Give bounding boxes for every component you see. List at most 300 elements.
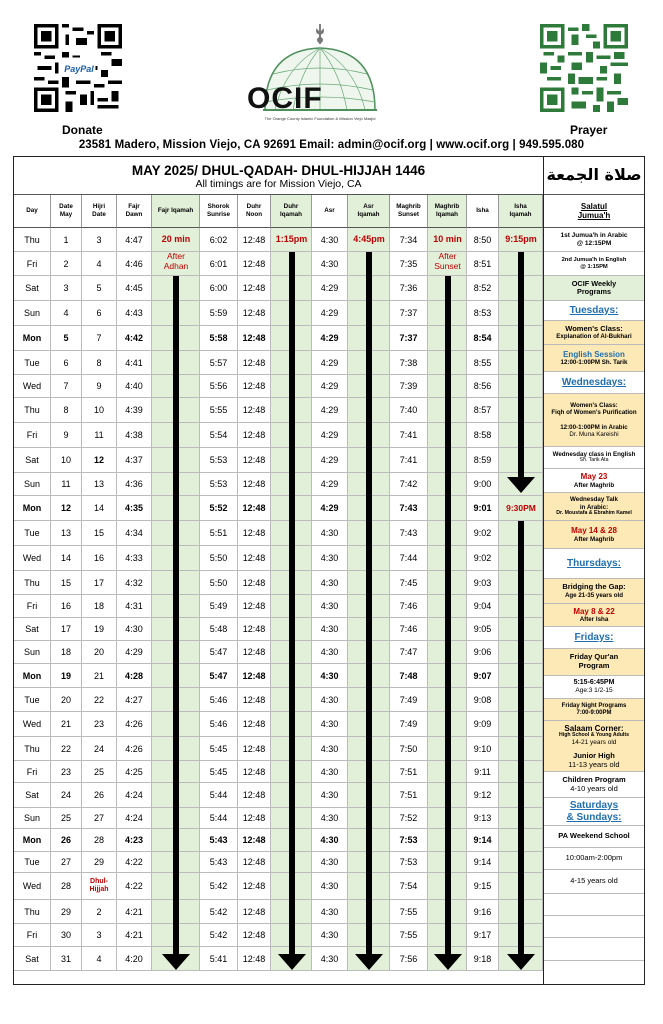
first-jumuah: 1st Jumua'h in Arabic @ 12:15PM: [544, 228, 644, 252]
table-cell: 5:45: [200, 737, 238, 761]
isha-iqamah-value-1: 9:15pm: [505, 234, 537, 244]
table-cell: Sat: [14, 448, 51, 473]
table-cell: 9:02: [467, 546, 499, 571]
table-cell: 4:35: [117, 496, 152, 521]
womens-fiqh-teacher: Dr. Muna Kareishi: [569, 431, 619, 439]
table-cell: 23: [82, 712, 117, 737]
column-header: Asr: [312, 195, 348, 228]
table-cell: 16: [51, 595, 82, 618]
table-cell: 12:48: [238, 228, 271, 252]
table-cell: Sat: [14, 276, 51, 301]
may23-event: [544, 469, 644, 493]
table-cell: 29: [82, 852, 117, 873]
column-header: Hijri Date: [82, 195, 117, 228]
table-cell: 5:46: [200, 688, 238, 712]
table-cell: 6:00: [200, 276, 238, 301]
table-cell: 4:30: [312, 641, 348, 664]
table-cell: 12:48: [238, 423, 271, 448]
wed-talk-teachers: Dr. Moustafa & Ebrahim Kamel: [556, 509, 632, 516]
table-cell: 5:55: [200, 398, 238, 423]
children-label: Children Program: [562, 774, 626, 784]
table-cell: 7:52: [390, 808, 428, 829]
weekends-label: Saturdays & Sundays:: [566, 800, 622, 823]
table-cell: 9:02: [467, 521, 499, 546]
table-cell: 4:39: [117, 398, 152, 423]
table-cell: Wed: [14, 712, 51, 737]
table-cell: 12:48: [238, 351, 271, 375]
table-cell: Fri: [14, 761, 51, 783]
fajr-arrow-shaft: [173, 276, 179, 956]
table-cell: 8:55: [467, 351, 499, 375]
column-header: Fajr Iqamah: [152, 195, 200, 228]
header: [0, 0, 663, 155]
table-cell: 5: [51, 326, 82, 351]
fajr-iqamah-note: After Adhan: [163, 251, 189, 271]
table-cell: 11: [51, 473, 82, 496]
fajr-iqamah-value: 20 min: [161, 234, 191, 244]
table-cell: 26: [82, 783, 117, 808]
table-cell: 27: [51, 852, 82, 873]
thursdays-heading: [544, 549, 644, 579]
quran-age: Age:3 1/2-15: [575, 687, 613, 695]
table-cell: 9:10: [467, 737, 499, 761]
table-cell: 7:47: [390, 641, 428, 664]
table-cell: 4:30: [312, 688, 348, 712]
table-cell: 4:29: [312, 276, 348, 301]
table-cell: 3: [82, 228, 117, 252]
table-cell: 5:52: [200, 496, 238, 521]
junior-label: Junior High: [573, 750, 615, 760]
column-header: Asr Iqamah: [348, 195, 390, 228]
table-cell: 7:35: [390, 252, 428, 276]
table-cell: 4:31: [117, 595, 152, 618]
table-cell: 4:30: [312, 761, 348, 783]
table-cell: 12:48: [238, 375, 271, 398]
contact-line: 23581 Madero, Mission Viejo, CA 92691 Email: admin@ocif.org | www.ocif.org | 949.595.080: [78, 139, 585, 151]
junior-high: [544, 750, 644, 772]
table-cell: 4:24: [117, 783, 152, 808]
salaam-sub: High School & Young Adults: [559, 732, 629, 739]
table-cell: 4:30: [312, 664, 348, 688]
table-cell: 12:48: [238, 448, 271, 473]
table-cell: 7:45: [390, 571, 428, 595]
table-cell: 7:51: [390, 783, 428, 808]
table-cell: 4:30: [312, 546, 348, 571]
table-cell: 7:44: [390, 546, 428, 571]
table-cell: 4:28: [117, 664, 152, 688]
fridays-label: Fridays:: [574, 631, 614, 643]
table-cell: Fri: [14, 423, 51, 448]
table-cell: 4:30: [312, 829, 348, 852]
column-header: Day: [14, 195, 51, 228]
table-cell: 3: [82, 924, 117, 947]
table-cell: 4:26: [117, 737, 152, 761]
table-cell: 7:48: [390, 664, 428, 688]
table-cell: 5: [82, 276, 117, 301]
table-cell: 7:55: [390, 900, 428, 924]
table-cell: 18: [51, 641, 82, 664]
column-header: Isha Iqamah: [499, 195, 543, 228]
table-cell: 7:38: [390, 351, 428, 375]
english-session-time: 12:00-1:00PM Sh. Tarik: [560, 359, 628, 367]
children-program: [544, 772, 644, 798]
table-cell: 5:42: [200, 873, 238, 900]
table-cell: 5:57: [200, 351, 238, 375]
table-cell: 5:58: [200, 326, 238, 351]
isha-arrow-2-head: [507, 954, 535, 970]
table-cell: 7:37: [390, 301, 428, 326]
column-header: Maghrib Sunset: [390, 195, 428, 228]
womens-fiqh-label: Women's Class: Fiqh of Women's Purification: [551, 401, 637, 416]
table-cell: 9:16: [467, 900, 499, 924]
table-cell: Tue: [14, 521, 51, 546]
table-cell: 12:48: [238, 761, 271, 783]
table-cell: 24: [51, 783, 82, 808]
table-cell: 31: [51, 947, 82, 971]
maghrib-arrow-shaft: [445, 276, 451, 956]
table-cell: 4:30: [312, 873, 348, 900]
table-cell: 12:48: [238, 947, 271, 971]
table-cell: 7: [82, 326, 117, 351]
table-cell: 4:21: [117, 924, 152, 947]
may822-event: [544, 604, 644, 627]
table-cell: 4:27: [117, 688, 152, 712]
quran-time-age: [544, 676, 644, 699]
table-cell: 12:48: [238, 852, 271, 873]
table-cell: 25: [51, 808, 82, 829]
table-cell: 7:34: [390, 228, 428, 252]
table-cell: 19: [82, 618, 117, 641]
table-cell: Sun: [14, 473, 51, 496]
table-cell: 8:52: [467, 276, 499, 301]
table-cell: 9:12: [467, 783, 499, 808]
table-cell: 4:43: [117, 301, 152, 326]
thursdays-label: Thursdays:: [567, 557, 621, 569]
table-cell: 5:45: [200, 761, 238, 783]
table-cell: 4:26: [117, 712, 152, 737]
friday-quran-program: Friday Qur'an Program: [544, 649, 644, 676]
table-cell: 26: [51, 829, 82, 852]
womens-fiqh-time: 12:00-1:00PM in Arabic: [560, 424, 628, 431]
table-cell: 9: [82, 375, 117, 398]
table-cell: Mon: [14, 664, 51, 688]
table-cell: 9:11: [467, 761, 499, 783]
may23-date: May 23: [580, 472, 608, 482]
weekly-programs-heading: OCIF Weekly Programs: [544, 276, 644, 301]
table-cell: 7:56: [390, 947, 428, 971]
wednesday-talk: [544, 493, 644, 521]
table-cell: 8: [82, 351, 117, 375]
table-cell: Mon: [14, 326, 51, 351]
table-cell: 4:41: [117, 351, 152, 375]
table-cell: 7:54: [390, 873, 428, 900]
table-cell: 5:59: [200, 301, 238, 326]
table-cell: 4:23: [117, 829, 152, 852]
table-cell: 8:50: [467, 228, 499, 252]
table-cell: 4:45: [117, 276, 152, 301]
table-cell: 5:49: [200, 595, 238, 618]
table-cell: 4:30: [312, 595, 348, 618]
table-cell: Fri: [14, 924, 51, 947]
table-cell: Fri: [14, 595, 51, 618]
table-cell: 8:54: [467, 326, 499, 351]
table-cell: 7:39: [390, 375, 428, 398]
column-header: Date May: [51, 195, 82, 228]
table-cell: 28: [51, 873, 82, 900]
table-cell: 13: [51, 521, 82, 546]
english-session: [544, 345, 644, 372]
junior-age: 11-13 years old: [568, 759, 620, 769]
bridging-age: Age 21-35 years old: [564, 591, 624, 599]
table-cell: 7:55: [390, 924, 428, 947]
table-cell: 7:46: [390, 618, 428, 641]
table-cell: 9:07: [467, 664, 499, 688]
table-cell: 22: [51, 737, 82, 761]
table-cell: Thu: [14, 900, 51, 924]
table-cell: 5:53: [200, 473, 238, 496]
table-cell: 5:53: [200, 448, 238, 473]
table-cell: 12:48: [238, 664, 271, 688]
duhr-iqamah-value: 1:15pm: [275, 234, 308, 244]
jumuah-programs-sidebar: [543, 156, 645, 985]
table-title-box: [14, 157, 543, 195]
table-cell: 9:14: [467, 829, 499, 852]
column-header: Duhr Iqamah: [271, 195, 312, 228]
quran-time: 5:15-6:45PM: [573, 679, 615, 687]
salaam-age: 14-21 years old: [571, 739, 617, 747]
table-cell: 5:47: [200, 664, 238, 688]
may1428-time: After Maghrib: [573, 535, 615, 543]
maghrib-arrow-head: [434, 954, 462, 970]
salatul-jumuah: Salatul Jumua'h: [544, 195, 644, 228]
table-cell: 4:30: [312, 521, 348, 546]
table-cell: 12:48: [238, 521, 271, 546]
table-cell: 12:48: [238, 252, 271, 276]
table-cell: 12:48: [238, 900, 271, 924]
table-cell: 22: [82, 688, 117, 712]
wed-english-teacher: Sh. Tarik Ata: [579, 457, 609, 464]
table-cell: 9:15: [467, 873, 499, 900]
table-cell: 4:29: [312, 448, 348, 473]
pa-weekend-school: PA Weekend School: [544, 826, 644, 848]
table-cell: Mon: [14, 496, 51, 521]
table-cell: 30: [51, 924, 82, 947]
table-cell: 12:48: [238, 688, 271, 712]
table-cell: 21: [51, 712, 82, 737]
table-cell: 5:42: [200, 900, 238, 924]
wed-english-label: Wednesday class in English: [552, 450, 636, 458]
table-cell: 27: [82, 808, 117, 829]
column-header: Isha: [467, 195, 499, 228]
table-cell: 7:43: [390, 496, 428, 521]
table-cell: 8:59: [467, 448, 499, 473]
table-cell: 7:49: [390, 688, 428, 712]
table-cell: 8:53: [467, 301, 499, 326]
table-cell: 4:29: [312, 473, 348, 496]
table-cell: 4:46: [117, 252, 152, 276]
duhr-arrow-head: [278, 954, 306, 970]
maghrib-iqamah-note: After Sunset: [434, 251, 461, 271]
table-title: MAY 2025/ DHUL-QADAH- DHUL-HIJJAH 1446: [131, 163, 426, 178]
table-cell: Tue: [14, 852, 51, 873]
table-cell: 7:42: [390, 473, 428, 496]
womens-class-label: Women's Class:: [565, 323, 623, 333]
table-cell: 12: [82, 448, 117, 473]
tuesdays-heading: [544, 301, 644, 321]
table-cell: 6: [82, 301, 117, 326]
table-cell: 2: [51, 252, 82, 276]
table-cell: 20: [51, 688, 82, 712]
table-cell: 9:09: [467, 712, 499, 737]
table-cell: 5:46: [200, 712, 238, 737]
table-cell: 4:29: [312, 326, 348, 351]
table-cell: 20: [82, 641, 117, 664]
table-cell: 9:13: [467, 808, 499, 829]
table-cell: 4:30: [117, 618, 152, 641]
asr-arrow-head: [355, 954, 383, 970]
table-cell: 9:05: [467, 618, 499, 641]
table-cell: 10: [82, 398, 117, 423]
table-cell: Sat: [14, 618, 51, 641]
isha-iqamah-value-2: 9:30PM: [506, 503, 536, 513]
table-cell: 7:46: [390, 595, 428, 618]
table-cell: 8: [51, 398, 82, 423]
table-cell: 4:30: [312, 852, 348, 873]
table-cell: 7:53: [390, 829, 428, 852]
table-cell: 9:03: [467, 571, 499, 595]
table-cell: 12:48: [238, 276, 271, 301]
table-cell: 12:48: [238, 829, 271, 852]
maghrib-iqamah-value: 10 min: [433, 234, 462, 244]
table-cell: 12:48: [238, 326, 271, 351]
table-cell: 4:47: [117, 228, 152, 252]
table-cell: 4:30: [312, 808, 348, 829]
table-cell: Wed: [14, 375, 51, 398]
womens-class-wednesday: [544, 394, 644, 447]
pa-time: 10:00am-2:00pm: [544, 848, 644, 870]
table-cell: 3: [51, 276, 82, 301]
table-cell: 4:30: [312, 924, 348, 947]
table-cell: 4:42: [117, 326, 152, 351]
table-cell: 4:32: [117, 571, 152, 595]
table-cell: 12:48: [238, 496, 271, 521]
weekends-heading: [544, 798, 644, 826]
table-cell: 7:40: [390, 398, 428, 423]
table-cell: 14: [82, 496, 117, 521]
table-cell: 4:21: [117, 900, 152, 924]
table-cell: 4:30: [312, 947, 348, 971]
table-cell: 8:58: [467, 423, 499, 448]
table-cell: 8:57: [467, 398, 499, 423]
table-cell: Dhul- Hijjah: [82, 873, 117, 900]
table-cell: 4:30: [312, 737, 348, 761]
table-cell: 4:29: [312, 496, 348, 521]
table-cell: 4:40: [117, 375, 152, 398]
table-cell: 4:29: [312, 351, 348, 375]
table-cell: 16: [82, 546, 117, 571]
table-cell: 5:47: [200, 641, 238, 664]
isha-arrow-2-shaft: [518, 521, 524, 956]
table-cell: 4:29: [312, 423, 348, 448]
may822-date: May 8 & 22: [573, 606, 615, 616]
table-cell: 4:38: [117, 423, 152, 448]
table-cell: 4:30: [312, 252, 348, 276]
table-cell: 4:36: [117, 473, 152, 496]
table-cell: 10: [51, 448, 82, 473]
table-cell: 5:50: [200, 571, 238, 595]
table-cell: 7: [51, 375, 82, 398]
table-cell: 5:54: [200, 423, 238, 448]
table-cell: Sat: [14, 783, 51, 808]
table-cell: 12: [51, 496, 82, 521]
may23-time: After Maghrib: [573, 481, 615, 489]
table-cell: 9:14: [467, 852, 499, 873]
table-cell: 9:17: [467, 924, 499, 947]
table-cell: 4:29: [312, 375, 348, 398]
bridging-label: Bridging the Gap:: [562, 582, 626, 592]
table-cell: Thu: [14, 228, 51, 252]
table-cell: 12:48: [238, 808, 271, 829]
prayer-qr-code[interactable]: [536, 24, 632, 112]
donate-qr-code[interactable]: [30, 24, 126, 112]
empty-row: [544, 938, 644, 961]
table-cell: 14: [51, 546, 82, 571]
table-cell: 8:56: [467, 375, 499, 398]
isha-arrow-1-shaft: [518, 252, 524, 479]
table-cell: Sat: [14, 947, 51, 971]
table-cell: Thu: [14, 398, 51, 423]
table-cell: 12:48: [238, 595, 271, 618]
column-header: Fajr Dawn: [117, 195, 152, 228]
table-cell: 7:41: [390, 423, 428, 448]
second-jumuah: 2nd Jumua'h in English @ 1:15PM: [544, 252, 644, 276]
table-cell: 1: [51, 228, 82, 252]
table-cell: 4:30: [312, 712, 348, 737]
column-header: Duhr Noon: [238, 195, 271, 228]
table-cell: 4:29: [312, 398, 348, 423]
wed-talk-label: Wednesday Talk in Arabic:: [570, 496, 618, 511]
column-header: Shorok Sunrise: [200, 195, 238, 228]
table-cell: 4:24: [117, 808, 152, 829]
table-cell: 12:48: [238, 571, 271, 595]
table-cell: 9:18: [467, 947, 499, 971]
empty-row: [544, 916, 644, 938]
table-cell: 28: [82, 829, 117, 852]
table-cell: 2: [82, 900, 117, 924]
empty-row: [544, 894, 644, 916]
table-cell: 7:41: [390, 448, 428, 473]
table-cell: Fri: [14, 252, 51, 276]
wednesdays-heading: [544, 372, 644, 394]
table-cell: 7:37: [390, 326, 428, 351]
womens-class-subject: Explanation of Al-Bukhari: [556, 333, 632, 341]
fridays-heading: [544, 627, 644, 649]
table-cell: 9: [51, 423, 82, 448]
table-cell: 4:30: [312, 900, 348, 924]
table-cell: 11: [82, 423, 117, 448]
table-cell: Sun: [14, 641, 51, 664]
table-cell: 4:30: [312, 783, 348, 808]
table-cell: 12:48: [238, 737, 271, 761]
table-cell: 5:44: [200, 783, 238, 808]
prayer-times-table: [13, 156, 544, 985]
table-cell: 4: [51, 301, 82, 326]
table-cell: 6:02: [200, 228, 238, 252]
table-cell: 7:49: [390, 712, 428, 737]
table-cell: 4:25: [117, 761, 152, 783]
table-cell: Wed: [14, 546, 51, 571]
table-cell: 8:51: [467, 252, 499, 276]
